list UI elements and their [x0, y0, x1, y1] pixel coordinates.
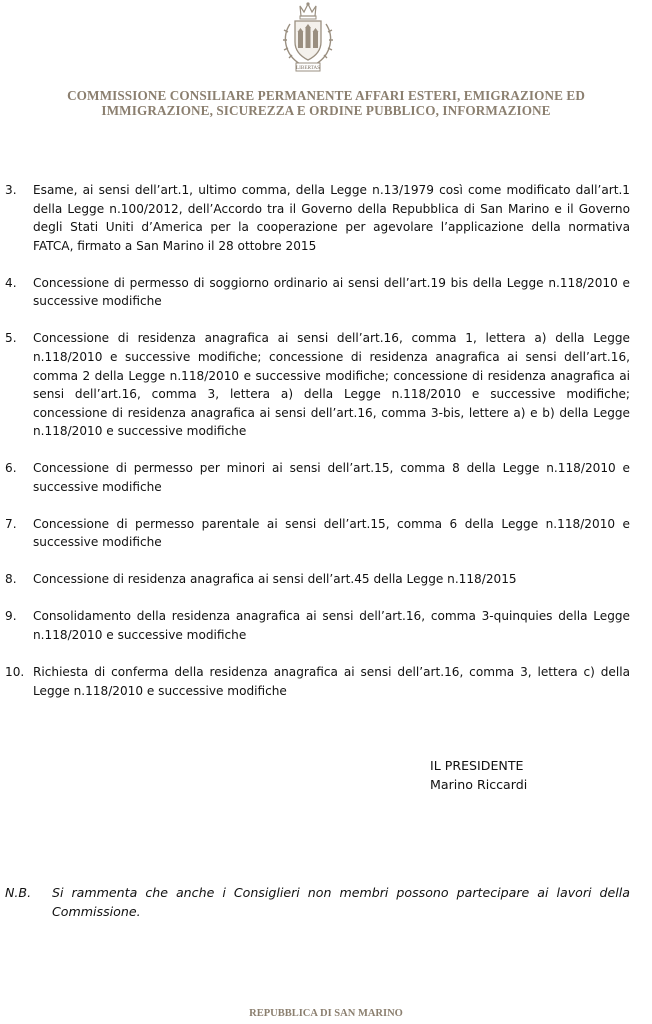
- agenda-item: [5, 181, 630, 255]
- note-block: [5, 884, 630, 921]
- agenda-item-text: Concessione di permesso parentale ai sensi dell’art.15, comma 6 della Legge n.118/2010 e successive modifiche: [33, 516, 630, 550]
- agenda-item-text: Richiesta di conferma della residenza anagrafica ai sensi dell’art.16, comma 3, lettera c) della Legge n.118/2010 e successive modifiche: [33, 665, 630, 698]
- agenda-item-number: 6.: [5, 461, 17, 476]
- signature-name: Marino Riccardi: [430, 777, 528, 792]
- signature-block: [430, 756, 527, 794]
- note-text: Si rammenta che anche i Consiglieri non membri possono partecipare ai lavori della Commissione.: [52, 885, 630, 919]
- commission-header: [0, 88, 652, 118]
- svg-text:LIBERTAS: LIBERTAS: [295, 65, 321, 72]
- agenda-item-number: 10.: [5, 665, 25, 680]
- agenda-list: [5, 181, 630, 719]
- agenda-item: [5, 329, 630, 441]
- agenda-item-text: Concessione di residenza anagrafica ai sensi dell’art.45 della Legge n.118/2015: [33, 572, 517, 587]
- agenda-item-text: Concessione di permesso per minori ai sensi dell’art.15, comma 8 della Legge n.118/2010 e successive modifiche: [33, 461, 630, 494]
- agenda-item-number: 7.: [5, 516, 17, 531]
- agenda-item: [5, 515, 630, 552]
- header-line-1: COMMISSIONE CONSILIARE PERMANENTE AFFARI ESTERI, EMIGRAZIONE ED: [67, 88, 585, 103]
- agenda-item-number: 8.: [5, 572, 17, 587]
- header-line-2: IMMIGRAZIONE, SICUREZZA E ORDINE PUBBLICO, INFORMAZIONE: [101, 103, 551, 118]
- note-label: N.B.: [5, 885, 32, 900]
- agenda-item: [5, 663, 630, 700]
- agenda-item-text: Esame, ai sensi dell’art.1, ultimo comma, della Legge n.13/1979 così come modificato dall’art.1 della Legge n.100/2012, dell’Accordo tra il Governo della Repubblica di San Marino e il Governo degli Stati Uniti d’America per la cooperazione per agevolare l’applicazione della normativa FATCA, firmato a San Marino il 28 ottobre 2015: [33, 183, 630, 253]
- agenda-item-number: 4.: [5, 275, 17, 290]
- page-footer: REPUBBLICA DI SAN MARINO: [249, 1008, 403, 1019]
- agenda-item: [5, 607, 630, 644]
- agenda-item-number: 9.: [5, 609, 17, 624]
- agenda-item-number: 5.: [5, 331, 17, 346]
- agenda-item-text: Consolidamento della residenza anagrafica ai sensi dell’art.16, comma 3-quinquies della Legge n.118/2010 e successive modifiche: [33, 609, 630, 643]
- agenda-item-text: Concessione di residenza anagrafica ai sensi dell’art.16, comma 1, lettera a) della Legge n.118/2010 e successive modifiche; concessione di residenza anagrafica ai sensi dell’art.16, comma 2 della Legge n.118/2010 e successive modifiche; concessione di residenza anagrafica ai sensi dell’art.16, comma 3, lettera a) della Legge n.118/2010 e successive modifiche; concessione di residenza anagrafica ai sensi dell’art.16, comma 3-bis, lettere a) e b) della Legge n.118/2010 e successive modifiche: [33, 331, 630, 439]
- agenda-item: [5, 459, 630, 496]
- signature-title: IL PRESIDENTE: [430, 758, 524, 773]
- agenda-item: [5, 570, 630, 589]
- agenda-item: [5, 274, 630, 311]
- agenda-item-number: 3.: [5, 183, 17, 197]
- agenda-item-text: Concessione di permesso di soggiorno ordinario ai sensi dell’art.19 bis della Legge n.118/2010 e successive modifiche: [33, 275, 630, 309]
- san-marino-emblem: [278, 2, 338, 74]
